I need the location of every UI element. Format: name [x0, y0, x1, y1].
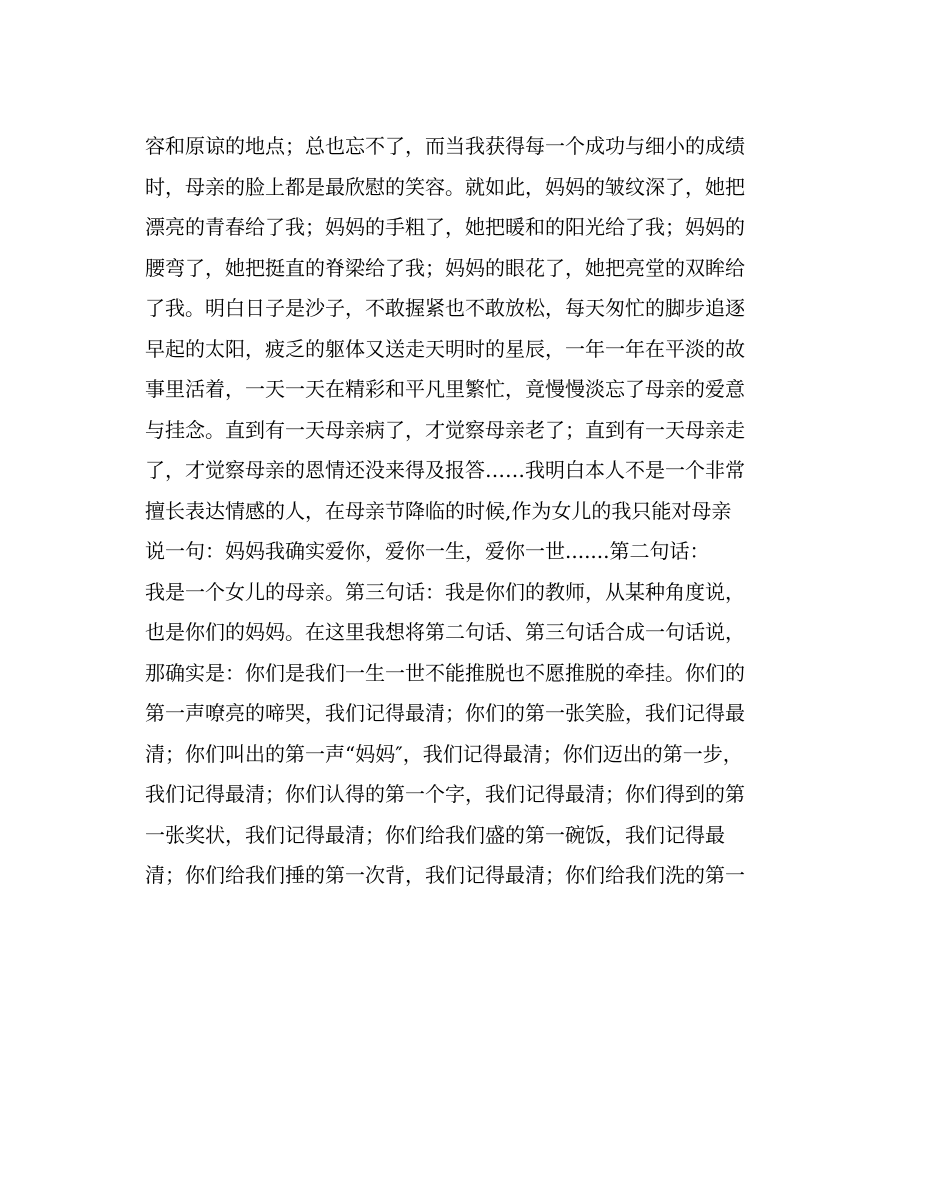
text-line: 也是你们的妈妈。在这里我想将第二句话、第三句话合成一句话说， [145, 620, 745, 644]
text-line: 了，才觉察母亲的恩情还没来得及报答……我明白本人不是一个非常 [145, 458, 745, 482]
text-line: 我是一个女儿的母亲。第三句话：我是你们的教师，从某种角度说， [145, 579, 745, 604]
text-line: 漂亮的青春给了我；妈妈的手粗了，她把暖和的阳光给了我；妈妈的 [145, 215, 745, 239]
text-line: 容和原谅的地点；总也忘不了，而当我获得每一个成功与细小的成绩 [145, 134, 745, 158]
text-line: 擅长表达情感的人，在母亲节降临的时候,作为女儿的我只能对母亲 [145, 498, 732, 523]
text-line: 我们记得最清；你们认得的第一个字，我们记得最清；你们得到的第 [145, 782, 745, 806]
text-line: 清；你们叫出的第一声“妈妈″，我们记得最清；你们迈出的第一步， [145, 741, 743, 766]
text-line: 说一句：妈妈我确实爱你，爱你一生，爱你一世.......第二句话： [145, 539, 710, 563]
text-line: 事里活着，一天一天在精彩和平凡里繁忙，竟慢慢淡忘了母亲的爱意 [145, 377, 745, 401]
text-line: 腰弯了，她把挺直的脊梁给了我；妈妈的眼花了，她把亮堂的双眸给 [145, 255, 745, 280]
text-line: 与挂念。直到有一天母亲病了，才觉察母亲老了；直到有一天母亲走 [145, 417, 745, 442]
text-line: 清；你们给我们捶的第一次背，我们记得最清；你们给我们洗的第一 [145, 863, 745, 887]
text-line: 了我。明白日子是沙子，不敢握紧也不敢放松，每天匆忙的脚步追逐 [145, 296, 745, 320]
text-line: 第一声嘹亮的啼哭，我们记得最清；你们的第一张笑脸，我们记得最 [145, 701, 745, 725]
text-line: 一张奖状，我们记得最清；你们给我们盛的第一碗饭，我们记得最 [145, 822, 725, 847]
text-line: 早起的太阳，疲乏的躯体又送走天明时的星辰，一年一年在平淡的故 [145, 336, 745, 361]
text-line: 时，母亲的脸上都是最欣慰的笑容。就如此，妈妈的皱纹深了，她把 [145, 174, 745, 199]
body-text [145, 126, 805, 896]
text-line: 那确实是：你们是我们一生一世不能推脱也不愿推脱的牵挂。你们的 [145, 660, 745, 685]
